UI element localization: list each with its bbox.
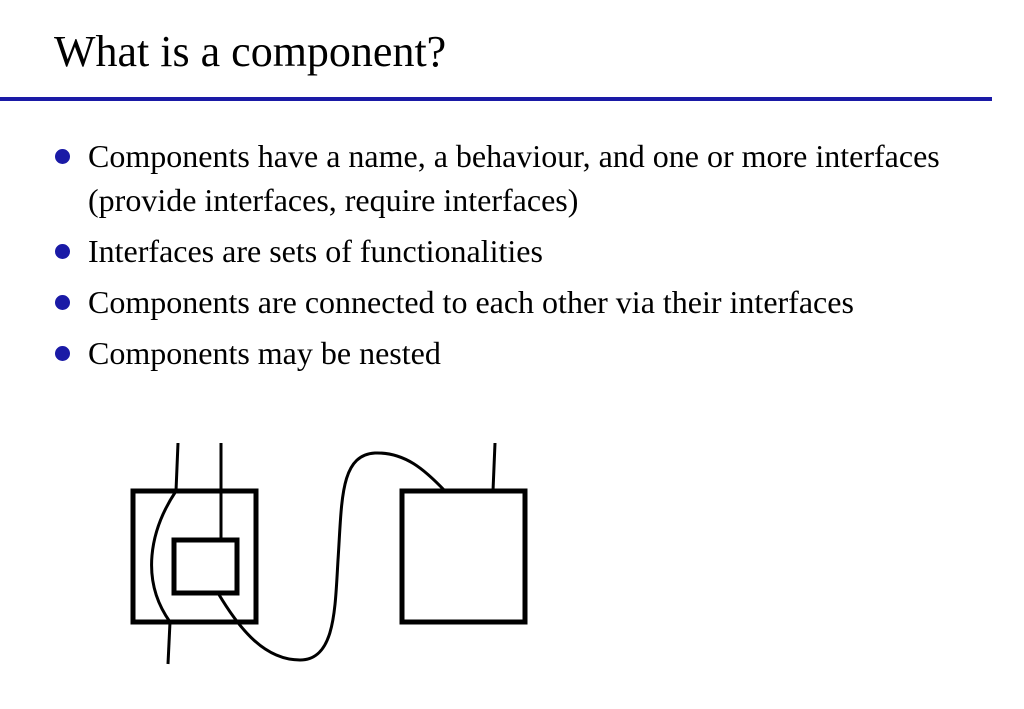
interface-line-outer-top [176,443,178,491]
title-divider [0,97,992,101]
interface-line-right-top [493,443,495,491]
bullet-item [0,331,960,375]
interface-line-outer-bottom [168,622,170,664]
interface-line-through-outer [152,491,176,622]
nested-component-box [174,540,237,593]
right-component-box [402,491,525,622]
outer-component-box [133,491,256,622]
bullet-item [0,229,960,273]
bullet-item [0,280,960,324]
slide-title: What is a component? [54,27,447,76]
connector-line [218,453,445,660]
bullet-list [0,134,960,382]
bullet-text: Components may be nested [88,335,441,371]
bullet-dot-icon [55,295,70,310]
bullet-dot-icon [55,244,70,259]
bullet-text: Components are connected to each other via their interfaces [88,284,854,320]
bullet-dot-icon [55,149,70,164]
bullet-dot-icon [55,346,70,361]
bullet-text: Components have a name, a behaviour, and one or more interfaces (provide interfaces, require interfaces) [88,138,940,218]
bullet-text: Interfaces are sets of functionalities [88,233,543,269]
bullet-item [0,134,960,222]
